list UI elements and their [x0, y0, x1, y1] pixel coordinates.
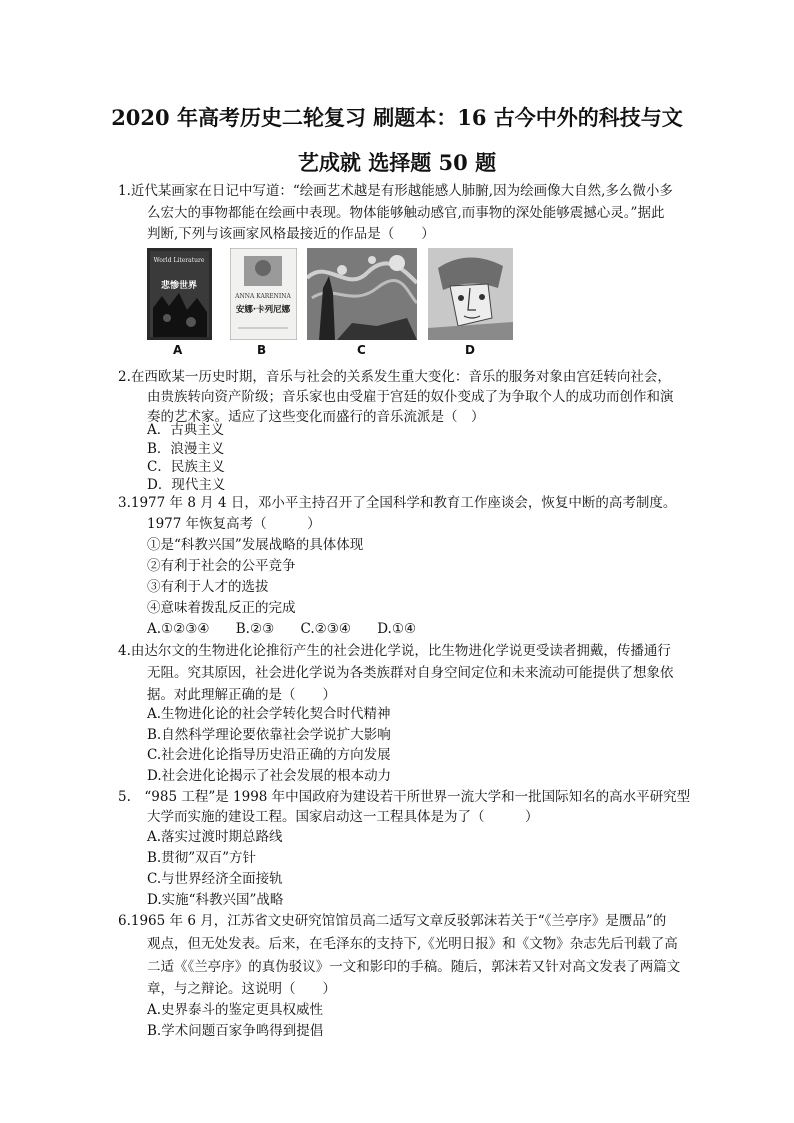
q5-option-a: A.落实过渡时期总路线 — [147, 829, 283, 845]
page-title-line2: 艺成就 选择题 50 题 — [297, 150, 497, 175]
q3-option-a: A.①②③④ — [147, 621, 210, 637]
q1-text-line3: 判断,下列与该画家风格最接近的作品是（ ） — [147, 226, 435, 242]
q6-text-line1: 6.1965 年 6 月，江苏省文史研究馆馆员高二适写文章反驳郭沫若关于“《兰亭序》是赝品”的 — [118, 913, 667, 929]
q3-item-2: ②有利于社会的公平竞争 — [147, 558, 296, 574]
q3-option-c: C.②③④ — [300, 621, 351, 637]
option-a-label: A — [173, 343, 183, 357]
q4-text-line2: 无阻。究其原因，社会进化学说为各类族群对自身空间定位和未来流动可能提供了想象依 — [147, 665, 674, 681]
q5-option-c: C.与世界经济全面接轨 — [147, 871, 283, 887]
q3-option-d: D.①④ — [377, 621, 417, 637]
q3-text-line1: 3.1977 年 8 月 4 日，邓小平主持召开了全国科学和教育工作座谈会，恢复中断的高考制度。 — [118, 495, 677, 511]
q1-text-line1: 1.近代某画家在日记中写道：“绘画艺术越是有形越能感人肺腑,因为绘画像大自然,多么微小多 — [118, 183, 673, 199]
q3-item-1: ①是“科教兴国”发展战略的具体体现 — [147, 537, 364, 553]
q2-text-line1: 2.在西欧某一历史时期，音乐与社会的关系发生重大变化：音乐的服务对象由宫廷转向社会， — [118, 369, 671, 385]
q6-text-line3: 二适《《兰亭序》的真伪驳议》一文和影印的手稿。随后，郭沫若又针对高文发表了两篇文 — [147, 959, 681, 975]
q5-text-line1: 5. “985 工程”是 1998 年中国政府为建设若干所世界一流大学和一批国际知名的高水平研究型 — [118, 789, 691, 805]
q4-option-c: C.社会进化论指导历史沿正确的方向发展 — [147, 747, 391, 763]
q4-text-line1: 4.由达尔文的生物进化论推衍产生的社会进化学说，比生物进化学说更受读者拥戴，传播通行 — [118, 643, 671, 659]
option-d-label: D — [465, 343, 475, 357]
q3-options-row — [147, 619, 438, 639]
option-b-book-cover-image — [230, 248, 297, 340]
q6-option-b: B.学术问题百家争鸣得到提倡 — [147, 1023, 324, 1039]
q4-option-a: A.生物进化论的社会学转化契合时代精神 — [147, 706, 391, 722]
q4-option-b: B.自然科学理论要依靠社会学说扩大影响 — [147, 727, 391, 743]
option-b-label: B — [257, 343, 267, 357]
option-a-book-cover-image — [147, 248, 212, 340]
q2-text-line3: 奏的艺术家。适应了这些变化而盛行的音乐流派是（ ） — [147, 409, 485, 425]
book-b-english-title-text: ANNA KARENINA — [235, 293, 291, 300]
q1-image-options — [147, 248, 527, 363]
q2-option-a: A．古典主义 — [147, 422, 225, 438]
book-a-series-text: World Literature — [153, 257, 205, 264]
q2-text-line2: 由贵族转向资产阶级；音乐家也由受雇于宫廷的奴仆变成了为争取个人的成功而创作和演 — [147, 389, 674, 405]
option-c-label: C — [357, 343, 366, 357]
page-title-line1: 2020 年高考历史二轮复习 刷题本：16 古今中外的科技与文 — [111, 105, 683, 130]
q6-text-line2: 观点，但无处发表。后来，在毛泽东的支持下,《光明日报》和《文物》杂志先后刊载了高 — [147, 936, 678, 952]
q3-item-3: ③有利于人才的选拔 — [147, 579, 269, 595]
q6-option-a: A.史界泰斗的鉴定更具权威性 — [147, 1002, 324, 1018]
book-b-title-text: 安娜·卡列尼娜 — [235, 305, 291, 315]
q5-option-b: B.贯彻”双百”方针 — [147, 850, 257, 866]
option-d-painting-image — [428, 248, 513, 340]
book-a-title-text: 悲惨世界 — [160, 281, 198, 291]
option-c-painting-image — [307, 248, 417, 340]
q5-text-line2: 大学而实施的建设工程。国家启动这一工程具体是为了（ ） — [147, 809, 539, 825]
q3-text-line2: 1977 年恢复高考（ ） — [147, 516, 321, 532]
q5-option-d: D.实施“科教兴国”战略 — [147, 892, 284, 908]
q2-option-c: C．民族主义 — [147, 459, 225, 475]
q3-item-4: ④意味着拨乱反正的完成 — [147, 600, 296, 616]
q2-option-b: B．浪漫主义 — [147, 441, 225, 457]
q6-text-line4: 章，与之辩论。这说明（ ） — [147, 981, 336, 997]
q3-option-b: B.②③ — [235, 621, 275, 637]
q4-option-d: D.社会进化论揭示了社会发展的根本动力 — [147, 768, 392, 784]
q1-text-line2: 么宏大的事物都能在绘画中表现。物体能够触动感官,而事物的深处能够震撼心灵。”据此 — [147, 205, 665, 221]
q2-option-d: D．现代主义 — [147, 477, 226, 493]
q4-text-line3: 据。对此理解正确的是（ ） — [147, 687, 336, 703]
